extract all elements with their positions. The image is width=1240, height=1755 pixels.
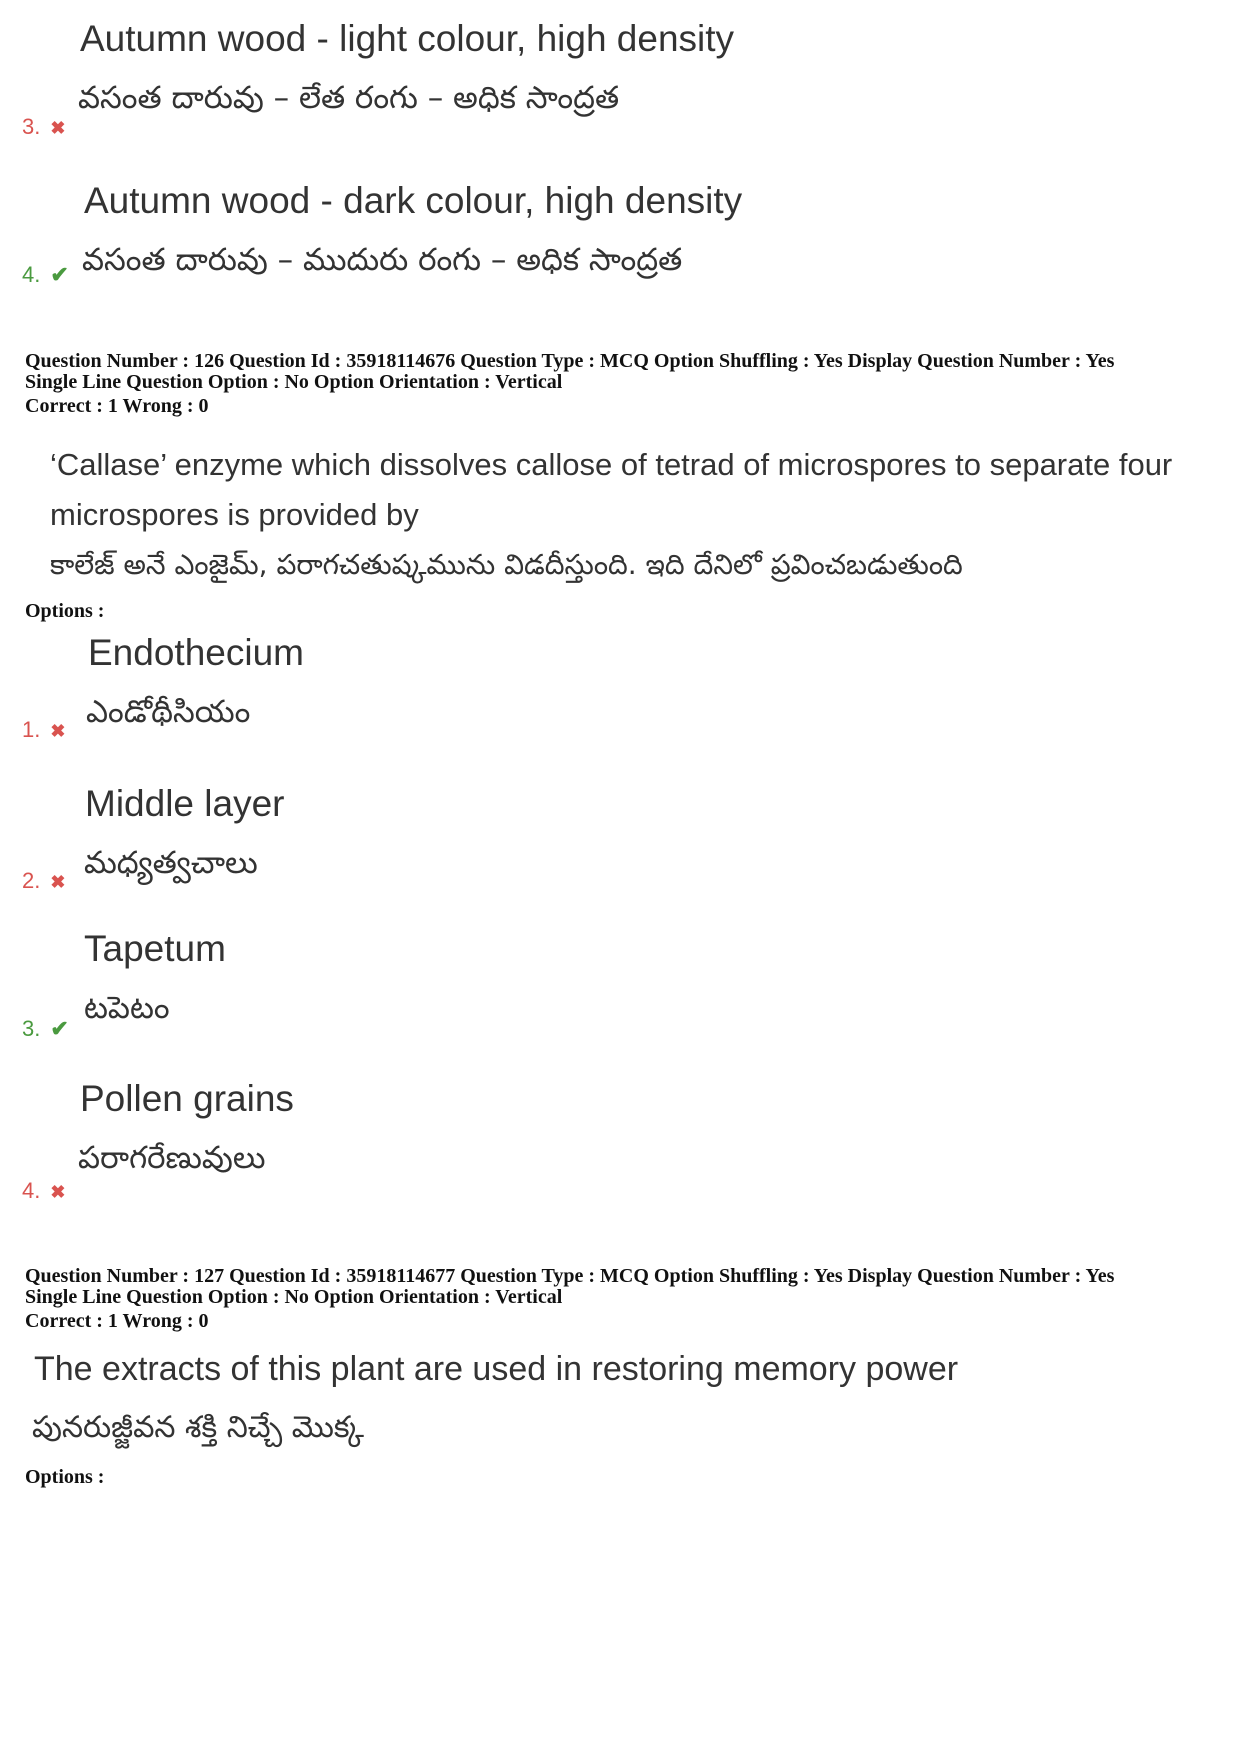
option-text-te: మధ్యత్వచాలు [84, 845, 258, 881]
check-icon: ✔ [50, 262, 69, 287]
question-text-en-line-1: ‘Callase’ enzyme which dissolves callose of tetrad of microspores to separate four [50, 447, 1173, 482]
options-label: Options : [25, 1466, 105, 1488]
option-text-en: Tapetum [84, 928, 226, 969]
options-label: Options : [25, 600, 105, 622]
question-meta [25, 351, 1114, 393]
option-text-te: ఎండోథీసియం [86, 694, 251, 730]
question-meta-line-1: Question Number : 127 Question Id : 35918114677 Question Type : MCQ Option Shuffling : Yes Display Question Number : Yes [25, 1265, 1115, 1287]
option-number: 3. [22, 1016, 41, 1041]
option-marker [22, 1178, 65, 1204]
question-meta [25, 1266, 1114, 1308]
question-meta-line-1: Question Number : 126 Question Id : 35918114676 Question Type : MCQ Option Shuffling : Yes Display Question Number : Yes [25, 350, 1115, 372]
score-info: Correct : 1 Wrong : 0 [25, 395, 209, 417]
option-text-en: Autumn wood - light colour, high density [80, 18, 735, 59]
option-text-en: Middle layer [85, 783, 285, 824]
question-meta-line-2: Single Line Question Option : No Option Orientation : Vertical [25, 371, 563, 393]
option-number: 4. [22, 1178, 41, 1203]
question-text-te: పునరుజ్జీవన శక్తి నిచ్చే మొక్క [32, 1410, 365, 1445]
check-icon: ✔ [50, 1016, 69, 1041]
cross-icon: ✖ [50, 1182, 66, 1202]
option-marker [22, 262, 69, 288]
option-number: 1. [22, 717, 41, 742]
cross-icon: ✖ [50, 118, 66, 138]
option-number: 3. [22, 114, 41, 139]
cross-icon: ✖ [50, 872, 66, 892]
option-text-te: పరాగరేణువులు [78, 1140, 266, 1176]
cross-icon: ✖ [50, 721, 66, 741]
option-text-en: Endothecium [88, 632, 304, 673]
option-text-te: టపెటం [84, 990, 170, 1026]
option-number: 2. [22, 868, 41, 893]
option-marker [22, 868, 65, 894]
option-text-te: వసంత దారువు – ముదురు రంగు – అధిక సాంద్రత [82, 242, 683, 278]
score-info: Correct : 1 Wrong : 0 [25, 1310, 209, 1332]
option-number: 4. [22, 262, 41, 287]
question-text-en: The extracts of this plant are used in restoring memory power [34, 1350, 959, 1388]
question-meta-line-2: Single Line Question Option : No Option Orientation : Vertical [25, 1286, 563, 1308]
question-text-te: కాలేజ్ అనే ఎంజైమ్, పరాగచతుష్కమును విడదీస్తుంది. ఇది దేనిలో ప్రవించబడుతుంది [50, 548, 963, 581]
option-text-en: Autumn wood - dark colour, high density [84, 180, 743, 221]
option-text-en: Pollen grains [80, 1078, 294, 1119]
option-marker [22, 1016, 69, 1042]
option-marker [22, 114, 65, 140]
question-text-en-line-2: microspores is provided by [50, 497, 419, 532]
option-text-te: వసంత దారువు – లేత రంగు – అధిక సాంద్రత [78, 80, 620, 116]
option-marker [22, 717, 65, 743]
